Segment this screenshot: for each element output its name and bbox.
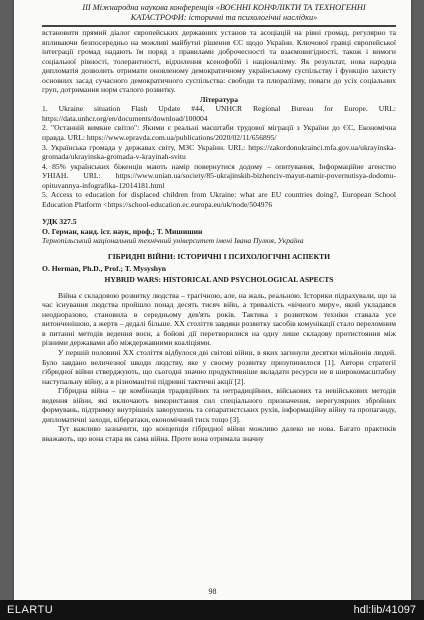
intro-paragraph: встановити прямий діалог європейських державних установ та асоціацій на рівні громад, регулярно та впливаючи безпосередньо на можливі майбутні рішення ЄС щодо України. Ключової гравці європейської інтеграції громад надають їм поряд з правилами доброчесності та взаємовигідності, також і вимоги соціальної рівності, толерантності, відхилення ксенофобії і націоналізму. Як результат, нова народна дипломатія дозволить отримати оновленому демократичному українському суспільству і функцію захисту основних засад сучасного демократичного суспільства: свободи та плюралізму, поваги до усіх соціальних груп, дотримання норм сталого розвитку. xyxy=(42,28,396,95)
footer-handle-link[interactable]: hdl:lib/41097 xyxy=(353,604,416,616)
literature-heading: Література xyxy=(199,94,239,104)
footer-repository-label: ELARTU xyxy=(7,604,54,616)
page-body xyxy=(42,28,396,443)
header-rule xyxy=(42,25,396,27)
reference-item: 5. Access to education for displaced children from Ukraine: what are EU countries doing?, European School Education Platform <https://school-education.ec.europa.eu/uk/node/504976 xyxy=(42,190,396,209)
running-header-line2: КАТАСТРОФИ: історичні та психологічні наслідки» xyxy=(130,12,318,22)
article-paragraph: Війна є складовою розвитку людства – трагічною, але, на жаль, реальною. Історики підрахували, що за час існування людства пройшло понад десять тисяч війн, а тривалість «вічного миру», який укладався неодноразово, становила в середньому дев'ять років. Тактика з розвитком техніки ставала усе витонченішою, а жертв – дедалі більше. ХХ століття завдяки розвитку засобів комунікації стало переломним в питанні методів ведення воєн, а бойові дії перетворилися на одну лише складову протистояння між різними державами або міждержавними коаліціями. xyxy=(42,290,396,348)
authors-en: O. Herman, Ph.D., Prof.; T. Mysyshyn xyxy=(42,263,167,273)
running-header-line1: ІІІ Міжнародна наукова конференція «ВОЄННІ КОНФЛІКТИ ТА ТЕХНОГЕННІ xyxy=(82,3,366,12)
page-number: 98 xyxy=(208,587,217,596)
udk-code: УДК 327.5 xyxy=(42,217,77,227)
article-paragraph: У першій половині ХХ століття відбулося дві світові війни, в яких загинули десятки мільйонів людей. Було завдано величезної шкоди людству, яке у своєму розвитку призупинилося [1]. Автори стратегії гібридної війни стверджують, що сьогодні значно продуктивніше вкладати ресурси не в широкомасштабну наступальну війну, а в різноманітні підривні тактичні акції [2]. xyxy=(42,347,396,386)
article-paragraph: Гібридна війна – це комбінація традиційних та нетрадиційних, військових та невійськових методів ведення війни, які включають використання сил спеціального призначення, нерегулярних збройних формувань, підтримку внутрішніх заворушень та сепаратистських рухів, інформаційну війну та пропаганду, дипломатичні заходи, кібератаки, економічний тиск тощо [3]. xyxy=(42,386,396,424)
document-page xyxy=(14,0,411,600)
reference-item: 2. "Останній вимкне світло": Якими є реальні масштаби трудової міграції з України до ЄС, Економічна правда. URL: https://www.epravda.com.ua/publications/2020/02/11/656895/ xyxy=(42,123,396,143)
reference-item: 1. Ukraine situation Flash Update #44, UNHCR Regional Bureau for Europe. URL: https://data.unhcr.org/en/documents/download/100004 xyxy=(42,104,396,123)
article-paragraph: Тут важливо зазначити, що концепція гібридної війни можливо далеко не нова. Багато практиків вважають, що вона стара як сама війна. Проте вона отримала значну xyxy=(42,424,396,443)
footer-bar xyxy=(0,600,424,620)
running-header xyxy=(54,3,394,22)
authors-ua: О. Герман, канд. іст. наук, проф.; Т. Мишишин xyxy=(42,226,203,236)
article-title-en: HYBRID WARS: HISTORICAL AND PSYCHOLOGICAL ASPECTS xyxy=(104,275,334,285)
affiliation: Тернопільський національний технічний університет імені Івана Пулюя, Україна xyxy=(42,236,304,246)
reference-item: 4. 85% українських біженців мають намір повернутися додому – опитування, Інформаційне агенство УНІАН. URL: https://www.unian.ua/society/85-ukrajinskih-bizhenciv-mayut-namir-povernutisya-dodomu-opituvannya-infografika-12014181.html xyxy=(42,161,396,190)
reference-item: 3. Українська громада у державах світу, МЗС України. URL: https://zakordonukrainci.mfa.gov.ua/ukrayinska-gromada/ukrayinska-gromada-v-krayinah-svitu xyxy=(42,142,396,162)
article-title-ua: ГІБРИДНІ ВІЙНИ: ІСТОРИЧНІ І ПСИХОЛОГІЧНІ АСПЕКТИ xyxy=(107,252,331,262)
